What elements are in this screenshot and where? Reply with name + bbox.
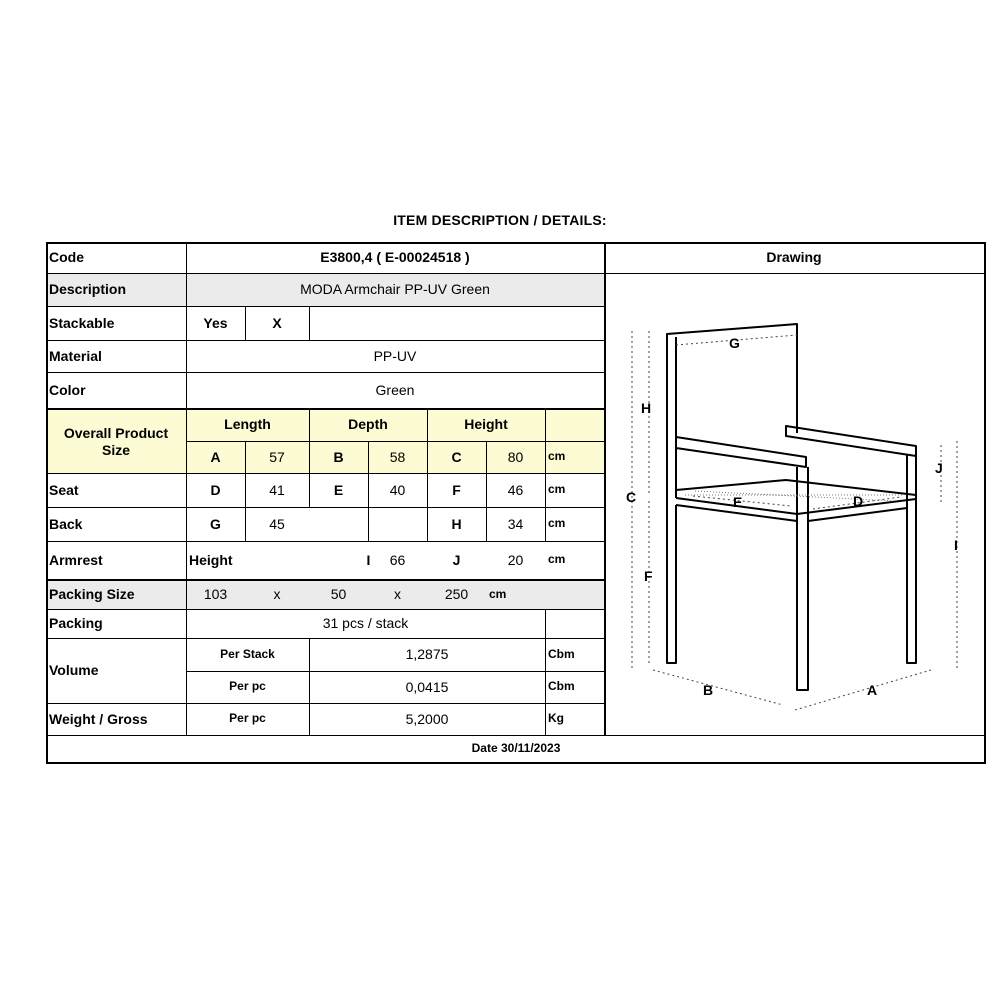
dim-value-e: 40 [389,481,406,498]
description-label: Description [49,281,127,298]
dim-letter-h: H [451,515,462,532]
armrest-unit: cm [548,552,566,567]
dim-value-i: 66 [389,551,406,568]
code-value: E3800,4 ( E-00024518 ) [320,249,470,266]
volume-per-stack-label: Per Stack [220,646,275,661]
column-divider [368,507,369,541]
packing-label: Packing [49,615,103,632]
volume-per-pc-value: 0,0415 [405,678,449,695]
dim-value-j: 20 [507,551,524,568]
document-date: Date 30/11/2023 [471,741,561,756]
drawing-label-b: B [703,682,714,698]
front-left-leg [797,467,808,690]
material-value: PP-UV [373,347,417,364]
overall-unit: cm [548,449,566,464]
document-title: ITEM DESCRIPTION / DETAILS: [393,212,607,228]
color-value: Green [375,381,415,398]
packing-size-unit: cm [489,586,507,601]
dimension-line-b [653,670,783,705]
dim-letter-d: D [210,481,221,498]
drawing-label-c: C [626,489,637,505]
dim-value-c: 80 [507,448,524,465]
packing-size-width: 50 [330,586,347,603]
dim-value-h: 34 [507,515,524,532]
drawing-header: Drawing [766,249,822,266]
dimension-line-a [795,670,931,710]
dim-letter-g: G [210,515,221,532]
weight-label: Weight / Gross [49,710,148,727]
armrest-label: Armrest [49,551,103,568]
packing-size-separator: x [394,586,401,603]
volume-per-stack-unit: Cbm [548,646,575,661]
stackable-value: Yes [203,314,228,331]
armrest-height-label: Height [189,551,233,568]
drawing-label-j: J [935,460,943,476]
dim-letter-f: F [452,481,461,498]
dim-letter-i: I [366,551,371,568]
packing-size-length: 103 [203,586,228,603]
dim-letter-e: E [333,481,344,498]
dim-letter-b: B [333,448,344,465]
depth-header: Depth [348,416,388,433]
left-armrest [676,437,806,467]
weight-per-pc-label: Per pc [229,711,266,726]
chair-drawing [605,273,985,735]
seat-hatch [695,491,895,501]
back-label: Back [49,515,83,532]
dim-letter-c: C [451,448,462,465]
drawing-label-d: D [853,493,864,509]
packing-size-label: Packing Size [49,586,135,603]
weight-value: 5,2000 [405,710,449,727]
back-unit: cm [548,516,566,531]
drawing-label-h: H [641,400,652,416]
material-label: Material [49,347,102,364]
overall-size-label: Overall Product Size [63,425,169,458]
color-label: Color [49,381,86,398]
stackable-mark: X [272,314,282,331]
drawing-label-a: A [867,682,878,698]
packing-size-height: 250 [444,586,469,603]
right-armrest [786,426,916,456]
description-value: MODA Armchair PP-UV Green [300,281,490,298]
packing-value: 31 pcs / stack [322,615,409,632]
packing-size-separator: x [273,586,281,603]
length-header: Length [224,416,271,433]
drawing-label-f: F [644,568,653,584]
volume-per-pc-unit: Cbm [548,679,575,694]
back-left-leg [667,498,676,663]
column-divider [309,306,310,340]
dim-letter-a: A [210,448,221,465]
drawing-label-e: E [733,494,743,510]
chair-drawing-svg [605,273,985,735]
height-header: Height [464,416,508,433]
dim-value-f: 46 [507,481,524,498]
table-border-bottom [46,762,986,764]
dim-value-d: 41 [269,481,285,498]
dim-letter-j: J [452,551,461,568]
drawing-label-g: G [729,335,740,351]
dim-value-g: 45 [269,515,285,532]
volume-per-stack-value: 1,2875 [405,646,449,663]
front-right-leg [907,510,916,663]
seat-label: Seat [49,481,79,498]
volume-per-pc-label: Per pc [229,679,266,694]
dim-value-b: 58 [389,448,406,465]
weight-unit: Kg [548,711,564,726]
dim-value-a: 57 [269,448,285,465]
volume-label: Volume [49,662,99,679]
stackable-label: Stackable [49,314,115,331]
code-label: Code [49,249,84,266]
seat-unit: cm [548,482,566,497]
drawing-label-i: I [954,537,958,553]
